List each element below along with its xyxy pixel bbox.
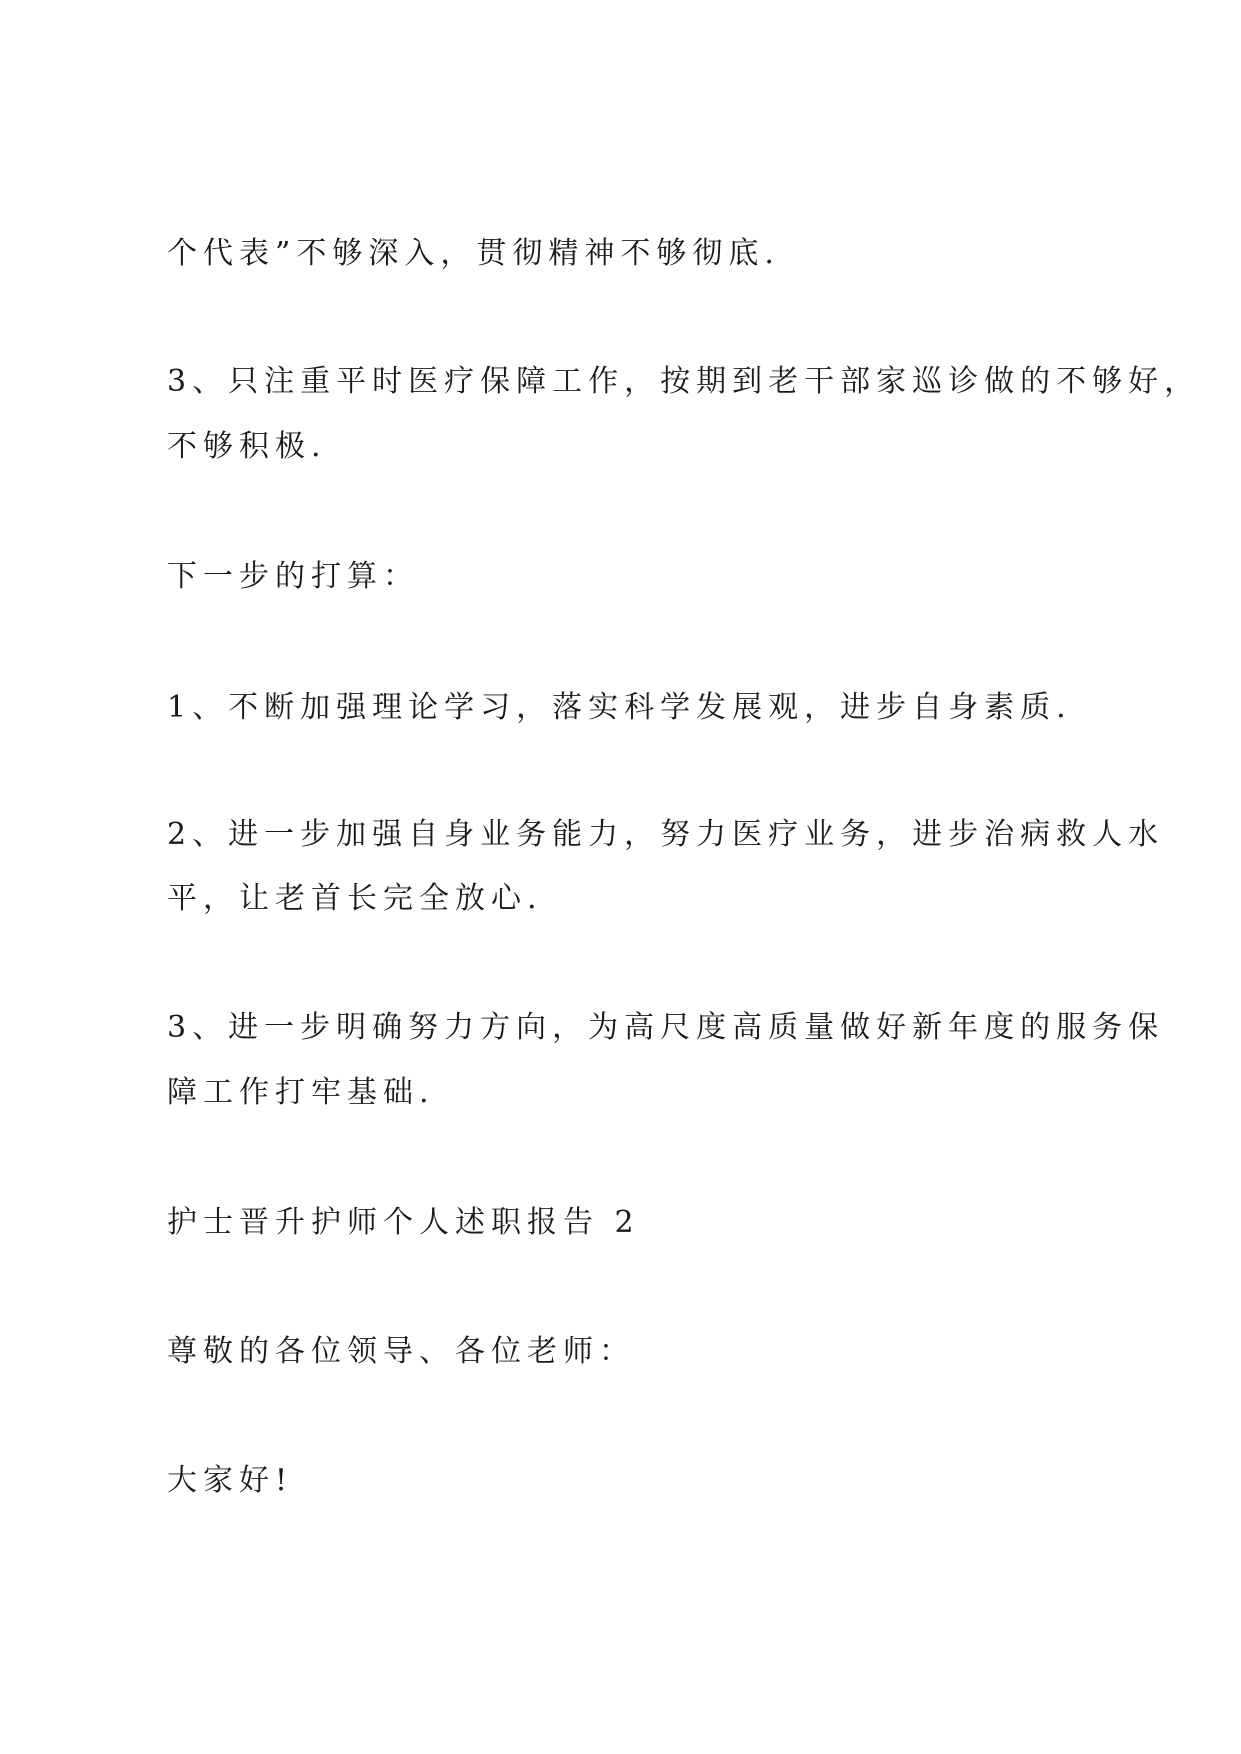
text-line: 2、进一步加强自身业务能力，努力医疗业务，进步治病救人水 [167, 817, 1165, 852]
report-title: 护士晋升护师个人述职报告 2 [167, 1205, 640, 1240]
section-heading: 下一步的打算： [167, 559, 419, 594]
text-line: 3、进一步明确努力方向，为高尺度高质量做好新年度的服务保 [167, 1010, 1165, 1045]
text-line: 个代表”不够深入，贯彻精神不够彻底. [167, 236, 780, 271]
salutation: 尊敬的各位领导、各位老师： [167, 1334, 635, 1369]
greeting: 大家好! [167, 1463, 294, 1498]
text-line: 障工作打牢基础. [167, 1075, 435, 1110]
text-line: 不够积极. [167, 429, 327, 464]
text-line: 3、只注重平时医疗保障工作，按期到老干部家巡诊做的不够好， [167, 364, 1201, 399]
text-line: 1、不断加强理论学习，落实科学发展观，进步自身素质. [167, 690, 1072, 725]
text-line: 平，让老首长完全放心. [167, 881, 543, 916]
